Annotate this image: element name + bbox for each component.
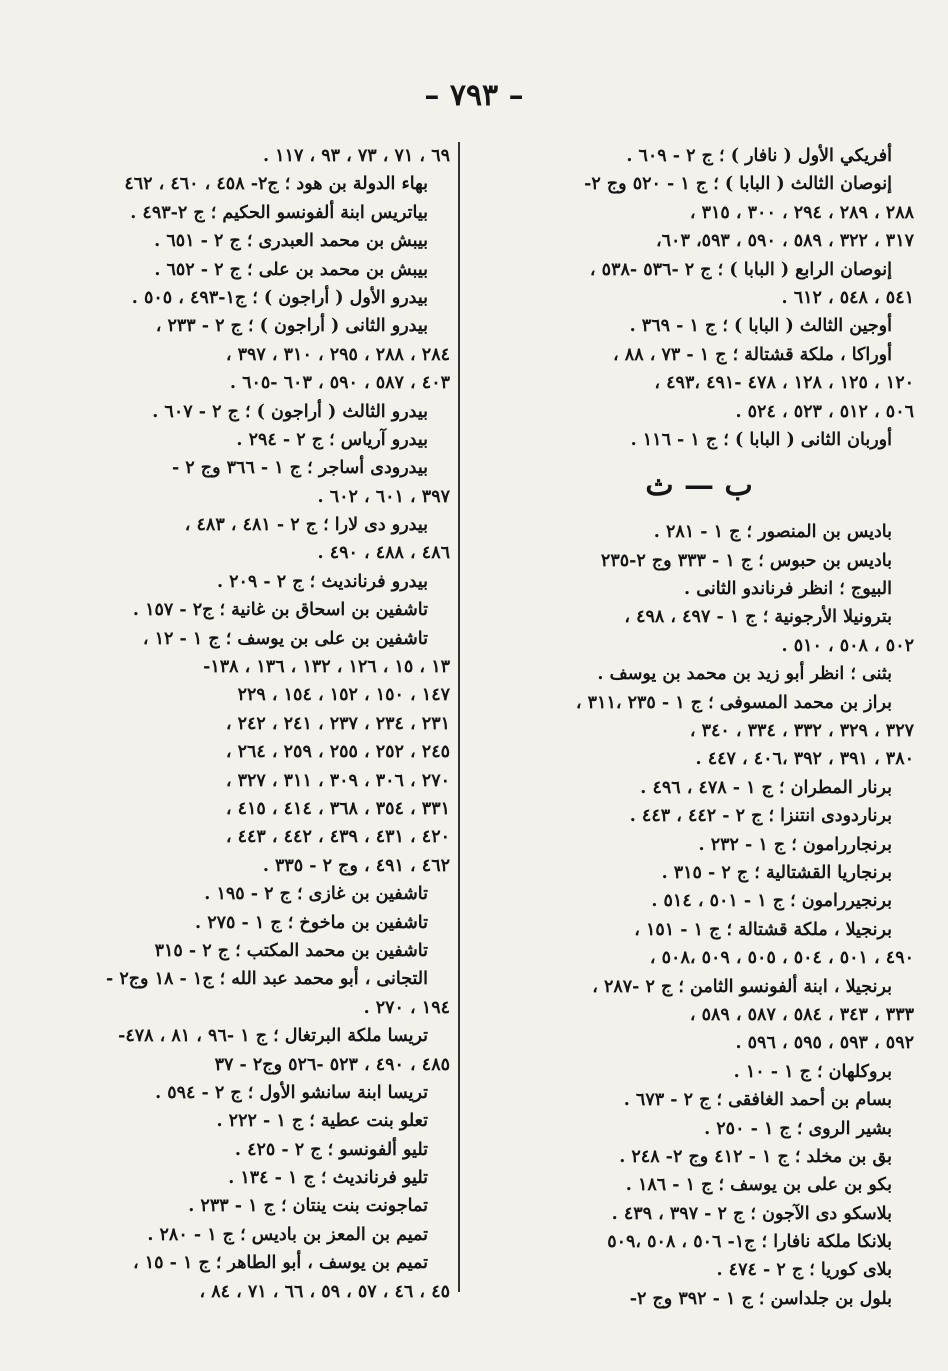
index-entry-continuation: ١٢٠ ، ١٢٥ ، ١٢٨ ، ٤٧٨ -٤٩١ ،٤٩٣ ، [654,373,914,394]
index-entry-continuation: ٦٩ ، ٧١ ، ٧٣ ، ٩٣ ، ١١٧ . [262,146,450,166]
index-entry-continuation: ٤٠٣ ، ٥٨٧ ، ٥٩٠ ، ٦٠٣ -٦٠٥ . [229,373,450,394]
index-column-left [92,142,450,1306]
index-entry-continuation: ٤٩٠ ، ٥٠١ ، ٥٠٤ ، ٥٠٥ ، ٥٠٩ ،٥٠٨ ، [649,948,914,969]
index-entry: بيدرو الثالث ( أراجون ) ؛ ج ٢ - ٦٠٧ . [152,401,428,422]
index-entry-continuation: ٢٣١ ، ٢٣٤ ، ٢٣٧ ، ٢٤١ ، ٢٤٢ ، [225,713,450,734]
index-entry: بشير الروى ؛ ج ١ - ٢٥٠ . [704,1118,892,1139]
index-entry-continuation: ٢٧٠ ، ٣٠٦ ، ٣٠٩ ، ٣١١ ، ٣٢٧ ، [225,770,450,791]
index-entry: بروكلهان ؛ ج ١ - ١٠ . [733,1061,892,1082]
index-entry: بيدرو فرنانديث ؛ ج ٢ - ٢٠٩ . [216,571,428,592]
index-entry: بيدرو دى لارا ؛ ج ٢ - ٤٨١ ، ٤٨٣ ، [184,515,428,536]
index-entry: تاشفين بن محمد المكتب ؛ ج ٢ - ٣١٥ [154,940,428,961]
index-entry: بيدرو الثانى ( أراجون ) ؛ ج ٢ - ٢٣٣ ، [155,316,428,337]
index-entry-continuation: ٥٠٦ ، ٥١٢ ، ٥٢٣ ، ٥٢٤ . [735,401,914,422]
index-entry-continuation: ٣٣٣ ، ٣٤٣ ، ٥٨٤ ، ٥٨٧ ، ٥٨٩ ، [689,1004,914,1025]
index-entry-continuation: ٤٦٢ ، ٤٩١ ، وج ٢ - ٣٣٥ . [262,855,450,876]
index-entry: تاشفين بن على بن يوسف ؛ ج ١ - ١٢ ، [142,628,428,649]
index-entry: تريسا ابنة سانشو الأول ؛ ج ٢ - ٥٩٤ . [155,1082,428,1103]
index-entry: تاشفين بن اسحاق بن غانية ؛ ج٢ - ١٥٧ . [132,600,428,621]
index-entry: برنجاريا القشتالية ؛ ج ٢ - ٣١٥ . [661,862,892,883]
index-entry-continuation: ٤٨٥ ، ٤٩٠ ، ٥٢٣ -٥٢٦ وج٢ - ٣٧ [214,1054,450,1075]
index-entry: براز بن محمد المسوفى ؛ ج ١ - ٢٣٥ ،٣١١ ، [575,692,892,713]
index-entry: برنجيلا ، ابنة ألفونسو الثامن ؛ ج ٢ -٢٨٧ ، [592,976,892,997]
index-entry: بيدرو الأول ( أراجون ) ؛ ج١-٤٩٣ ، ٥٠٥ . [131,287,428,308]
index-entry: بكو بن على بن يوسف ؛ ج ١ - ١٨٦ . [625,1175,892,1196]
index-entry: بهاء الدولة بن هود ؛ ج٢- ٤٥٨ ، ٤٦٠ ، ٤٦٢ [124,174,428,195]
page-number: – ٧٩٣ – [424,78,524,113]
index-entry-continuation: ٢٨٨ ، ٢٨٩ ، ٢٩٤ ، ٣٠٠ ، ٣١٥ ، [689,202,914,223]
index-entry: بيدرو آرياس ؛ ج ٢ - ٢٩٤ . [236,429,428,450]
index-entry: برنجيلا ، ملكة قشتالة ؛ ج ١ - ١٥١ ، [634,919,892,940]
index-entry: البيوج ؛ انظر فرناندو الثانى . [684,579,892,600]
index-entry-continuation: ٣٣١ ، ٣٥٤ ، ٣٦٨ ، ٤١٤ ، ٤١٥ ، [225,798,450,819]
index-entry-continuation: ٥٤١ ، ٥٤٨ ، ٦١٢ . [781,287,914,308]
section-heading: ب — ث [645,468,753,504]
index-entry: برنجيررامون ؛ ج ١ - ٥٠١ ، ٥١٤ . [651,891,892,912]
index-entry: بترونيلا الأرجونية ؛ ج ١ - ٤٩٧ ، ٤٩٨ ، [624,607,892,628]
index-entry: أفريكي الأول ( نافار ) ؛ ج ٢ - ٦٠٩ . [626,146,892,166]
index-entry: باديس بن المنصور ؛ ج ١ - ٢٨١ . [653,522,892,543]
index-entry-continuation: ١٣ ، ١٥ ، ١٢٦ ، ١٣٢ ، ١٣٦ ، ١٣٨- [203,657,450,678]
index-entry-continuation: ٤٨٦ ، ٤٨٨ ، ٤٩٠ . [317,543,450,564]
index-entry: بلول بن جلداسن ؛ ج ١ - ٣٩٢ وج ٢- [629,1288,892,1309]
index-entry: أوجين الثالث ( البابا ) ؛ ج ١ - ٣٦٩ . [629,316,892,337]
index-entry-continuation: ٣٢٧ ، ٣٢٩ ، ٣٣٢ ، ٣٣٤ ، ٣٤٠ ، [689,721,914,742]
index-entry-continuation: ٣٨٠ ، ٣٩١ ، ٣٩٢ ،٤٠٦ ، ٤٤٧ . [695,749,914,770]
index-entry: بيبش بن محمد بن على ؛ ج ٢ - ٦٥٢ . [154,259,428,280]
column-divider [458,142,460,1292]
index-entry-continuation: ٢٨٤ ، ٢٨٨ ، ٢٩٥ ، ٣١٠ ، ٣٩٧ ، [225,344,450,365]
index-entry: برنار المطران ؛ ج ١ - ٤٧٨ ، ٤٩٦ . [640,777,892,798]
index-entry: بلاسكو دى الآجون ؛ ج ٢ - ٣٩٧ ، ٤٣٩ . [611,1203,892,1224]
index-entry: إنوصان الثالث ( البابا ) ؛ ج ١ - ٥٢٠ وج ٢- [584,174,892,195]
index-entry: تليو ألفونسو ؛ ج ٢ - ٤٢٥ . [234,1139,428,1160]
index-entry: تاشفين بن غازى ؛ ج ٢ - ١٩٥ . [204,884,428,905]
index-entry: بيدرودى أساجر ؛ ج ١ - ٣٦٦ وج ٢ - [171,458,428,479]
index-entry: بثنى ؛ انظر أبو زيد بن محمد بن يوسف . [597,664,892,685]
index-entry: برنجاررامون ؛ ج ١ - ٢٣٢ . [698,834,892,855]
index-entry-continuation: ٣٩٧ ، ٦٠١ ، ٦٠٢ . [317,486,450,507]
index-entry-continuation: ١٤٧ ، ١٥٠ ، ١٥٢ ، ١٥٤ ، ٢٢٩ [237,685,450,706]
index-entry: تاشفين بن ماخوخ ؛ ج ١ - ٢٧٥ . [195,912,428,933]
index-entry: بسام بن أحمد الغافقى ؛ ج ٢ - ٦٧٣ . [623,1090,892,1111]
index-entry: بيبش بن محمد العبدرى ؛ ج ٢ - ٦٥١ . [154,231,428,252]
index-entry-continuation: ٥٩٢ ، ٥٩٣ ، ٥٩٥ ، ٥٩٦ . [735,1033,914,1054]
index-entry: تماجونت بنت ينتان ؛ ج ١ - ٢٣٣ . [188,1196,428,1217]
index-entry: بلاى كوريا ؛ ج ٢ - ٤٧٤ . [716,1260,892,1281]
index-entry: بق بن مخلد ؛ ج ١ - ٤١٢ وج ٢- ٢٤٨ . [619,1146,892,1167]
index-entry: تميم بن يوسف ، أبو الطاهر ؛ ج ١ - ١٥ ، [132,1253,428,1274]
index-entry-continuation: ١٩٤ ، ٢٧٠ . [363,997,450,1018]
index-entry: برناردودى انتنزا ؛ ج ٢ - ٤٤٢ ، ٤٤٣ . [629,806,892,827]
index-entry-continuation: ٤٢٠ ، ٤٣١ ، ٤٣٩ ، ٤٤٢ ، ٤٤٣ ، [225,827,450,848]
index-entry: بلانكا ملكة نافارا ؛ ج١- ٥٠٦ ، ٥٠٨ ،٥٠٩ [607,1232,892,1253]
index-entry: أوراكا ، ملكة قشتالة ؛ ج ١ - ٧٣ ، ٨٨ ، [613,344,892,365]
index-entry-continuation: ٤٥ ، ٤٦ ، ٥٧ ، ٥٩ ، ٦٦ ، ٧١ ، ٨٤ ، [199,1281,450,1302]
index-entry: بياتريس ابنة ألفونسو الحكيم ؛ ج ٢-٤٩٣ . [130,202,428,223]
index-entry: أوربان الثانى ( البابا ) ؛ ج ١ - ١١٦ . [630,429,892,450]
index-column-right [484,142,914,1313]
index-entry: تليو فرنانديث ؛ ج ١ - ١٣٤ . [228,1168,428,1189]
index-entry-continuation: ٣١٧ ، ٣٢٢ ، ٥٨٩ ، ٥٩٠ ، ٥٩٣، ٦٠٣، [656,231,914,252]
index-entry-continuation: ٢٤٥ ، ٢٥٢ ، ٢٥٥ ، ٢٥٩ ، ٢٦٤ ، [225,742,450,763]
index-entry: تعلو بنت عطية ؛ ج ١ - ٢٢٢ . [216,1111,428,1132]
index-entry-continuation: ٥٠٢ ، ٥٠٨ ، ٥١٠ . [781,635,914,656]
index-entry: باديس بن حبوس ؛ ج ١ - ٣٣٣ وج ٢-٢٣٥ [600,550,892,571]
index-entry: التجانى ، أبو محمد عبد الله ؛ ج١ - ١٨ وج٢ - [105,969,428,990]
index-entry: إنوصان الرابع ( البابا ) ؛ ج ٢ -٥٣٦ -٥٣٨ ، [589,259,892,280]
index-entry: تريسا ملكة البرتغال ؛ ج ١ -٩٦ ، ٨١ ، ٤٧٨- [118,1026,428,1047]
index-entry: تميم بن المعز بن باديس ؛ ج ١ - ٢٨٠ . [147,1224,428,1245]
